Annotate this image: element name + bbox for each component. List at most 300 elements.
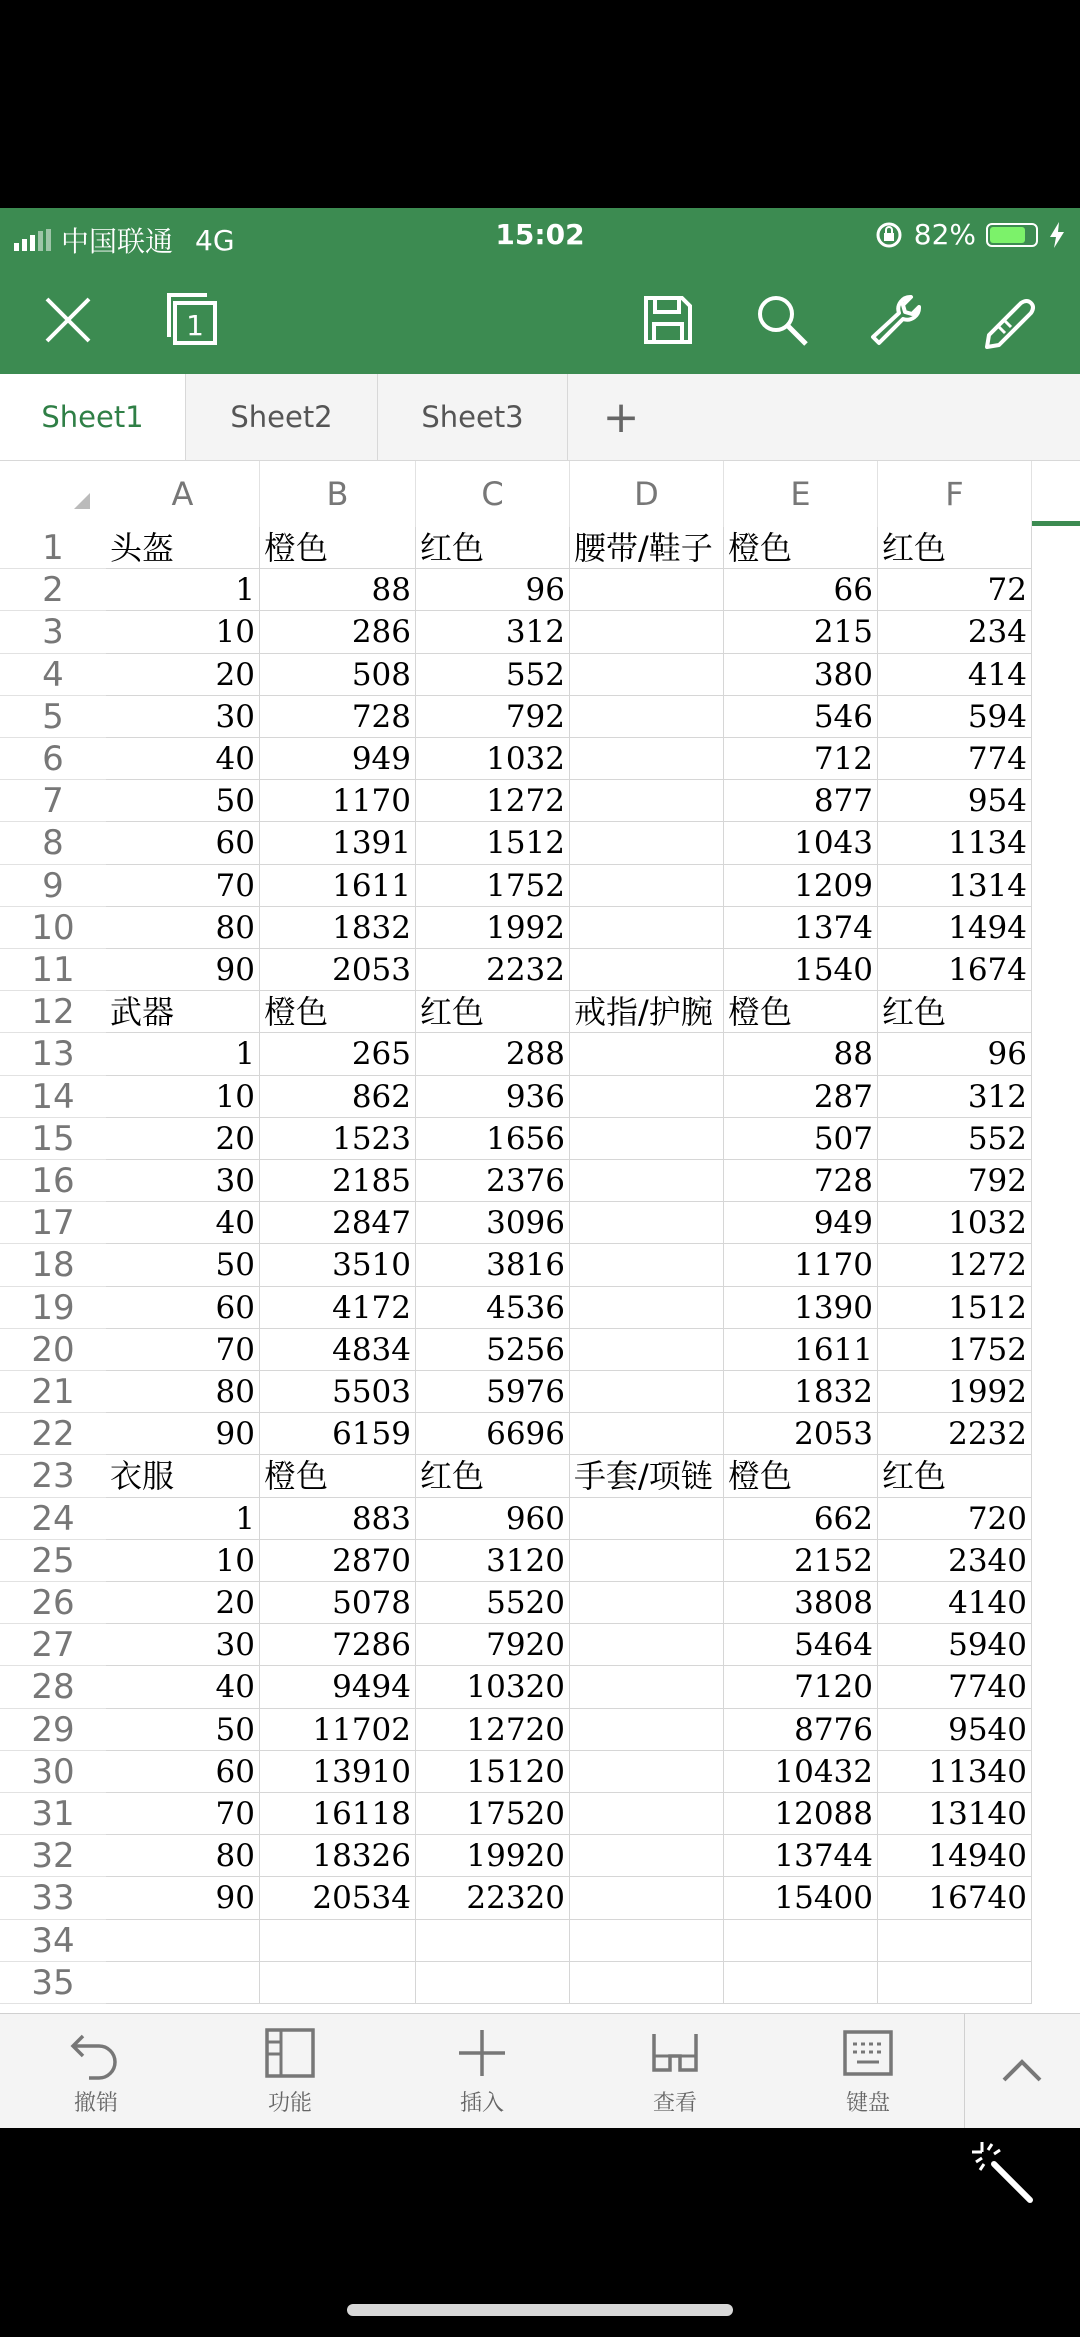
cell-b8[interactable]: 1391 <box>260 822 416 864</box>
row-header[interactable]: 13 <box>0 1033 106 1075</box>
row-header[interactable]: 2 <box>0 569 106 611</box>
cell-e4[interactable]: 380 <box>724 654 878 696</box>
cell-a23[interactable]: 衣服 <box>106 1455 260 1497</box>
cell-f18[interactable]: 1272 <box>878 1244 1032 1286</box>
cell-b23[interactable]: 橙色 <box>260 1455 416 1497</box>
cell-b3[interactable]: 286 <box>260 611 416 653</box>
cell-e30[interactable]: 10432 <box>724 1751 878 1793</box>
cell-f9[interactable]: 1314 <box>878 865 1032 907</box>
undo-icon <box>69 2026 123 2080</box>
cell-e35[interactable] <box>724 1962 878 2004</box>
cell-d34[interactable] <box>570 1920 724 1962</box>
cell-b17[interactable]: 2847 <box>260 1202 416 1244</box>
cell-a10[interactable]: 80 <box>106 907 260 949</box>
cell-b22[interactable]: 6159 <box>260 1413 416 1455</box>
cell-c21[interactable]: 5976 <box>416 1371 570 1413</box>
row-header[interactable]: 5 <box>0 696 106 738</box>
cell-c29[interactable]: 12720 <box>416 1709 570 1751</box>
rotation-lock-icon <box>874 220 904 250</box>
cell-c27[interactable]: 7920 <box>416 1624 570 1666</box>
cell-a24[interactable]: 1 <box>106 1498 260 1540</box>
cell-c18[interactable]: 3816 <box>416 1244 570 1286</box>
keyboard-label: 键盘 <box>845 2091 890 2116</box>
undo-label: 撤销 <box>73 2091 118 2116</box>
cell-d2[interactable] <box>570 569 724 611</box>
cell-e15[interactable]: 507 <box>724 1118 878 1160</box>
row-header[interactable]: 7 <box>0 780 106 822</box>
cell-f4[interactable]: 414 <box>878 654 1032 696</box>
cell-b31[interactable]: 16118 <box>260 1793 416 1835</box>
cell-a1[interactable]: 头盔 <box>106 527 260 569</box>
save-button[interactable] <box>628 280 708 360</box>
cell-f31[interactable]: 13140 <box>878 1793 1032 1835</box>
cell-b33[interactable]: 20534 <box>260 1877 416 1919</box>
cell-f29[interactable]: 9540 <box>878 1709 1032 1751</box>
cell-f32[interactable]: 14940 <box>878 1835 1032 1877</box>
cell-c20[interactable]: 5256 <box>416 1329 570 1371</box>
cell-b24[interactable]: 883 <box>260 1498 416 1540</box>
cell-f6[interactable]: 774 <box>878 738 1032 780</box>
cell-e26[interactable]: 3808 <box>724 1582 878 1624</box>
tools-button[interactable] <box>856 280 936 360</box>
cell-f15[interactable]: 552 <box>878 1118 1032 1160</box>
cell-d17[interactable] <box>570 1202 724 1244</box>
cell-c16[interactable]: 2376 <box>416 1160 570 1202</box>
cell-b34[interactable] <box>260 1920 416 1962</box>
cell-d29[interactable] <box>570 1709 724 1751</box>
tab-sheet3[interactable]: Sheet3 <box>378 374 568 460</box>
cell-b9[interactable]: 1611 <box>260 865 416 907</box>
cell-b26[interactable]: 5078 <box>260 1582 416 1624</box>
cell-d13[interactable] <box>570 1033 724 1075</box>
cell-a29[interactable]: 50 <box>106 1709 260 1751</box>
cell-b7[interactable]: 1170 <box>260 780 416 822</box>
cell-a33[interactable]: 90 <box>106 1877 260 1919</box>
search-icon <box>753 291 811 349</box>
cell-b25[interactable]: 2870 <box>260 1540 416 1582</box>
cell-b10[interactable]: 1832 <box>260 907 416 949</box>
cell-f27[interactable]: 5940 <box>878 1624 1032 1666</box>
cell-e13[interactable]: 88 <box>724 1033 878 1075</box>
cell-d30[interactable] <box>570 1751 724 1793</box>
cell-c35[interactable] <box>416 1962 570 2004</box>
cell-c9[interactable]: 1752 <box>416 865 570 907</box>
row-header[interactable]: 12 <box>0 991 106 1033</box>
functions-button[interactable] <box>230 2014 350 2128</box>
cell-d10[interactable] <box>570 907 724 949</box>
cell-d1[interactable]: 腰带/鞋子 <box>570 527 724 569</box>
cell-f35[interactable] <box>878 1962 1032 2004</box>
column-header-d[interactable]: D <box>570 461 724 527</box>
cell-f34[interactable] <box>878 1920 1032 1962</box>
cell-c31[interactable]: 17520 <box>416 1793 570 1835</box>
cell-c4[interactable]: 552 <box>416 654 570 696</box>
cell-e17[interactable]: 949 <box>724 1202 878 1244</box>
cell-a27[interactable]: 30 <box>106 1624 260 1666</box>
cell-c22[interactable]: 6696 <box>416 1413 570 1455</box>
cell-b14[interactable]: 862 <box>260 1076 416 1118</box>
row-header[interactable]: 25 <box>0 1540 106 1582</box>
cell-f24[interactable]: 720 <box>878 1498 1032 1540</box>
cell-d25[interactable] <box>570 1540 724 1582</box>
cell-a30[interactable]: 60 <box>106 1751 260 1793</box>
draw-button[interactable] <box>970 280 1050 360</box>
cell-c8[interactable]: 1512 <box>416 822 570 864</box>
cell-e5[interactable]: 546 <box>724 696 878 738</box>
cell-d3[interactable] <box>570 611 724 653</box>
cell-f16[interactable]: 792 <box>878 1160 1032 1202</box>
cell-a20[interactable]: 70 <box>106 1329 260 1371</box>
cell-b30[interactable]: 13910 <box>260 1751 416 1793</box>
cell-d12[interactable]: 戒指/护腕 <box>570 991 724 1033</box>
cell-a4[interactable]: 20 <box>106 654 260 696</box>
select-all-icon <box>0 461 106 527</box>
cell-e25[interactable]: 2152 <box>724 1540 878 1582</box>
row-header[interactable]: 31 <box>0 1793 106 1835</box>
cell-f5[interactable]: 594 <box>878 696 1032 738</box>
cell-c32[interactable]: 19920 <box>416 1835 570 1877</box>
cell-a14[interactable]: 10 <box>106 1076 260 1118</box>
cell-e1[interactable]: 橙色 <box>724 527 878 569</box>
cell-a31[interactable]: 70 <box>106 1793 260 1835</box>
cell-d18[interactable] <box>570 1244 724 1286</box>
home-indicator[interactable] <box>347 2304 733 2316</box>
save-icon <box>640 292 696 348</box>
cell-c3[interactable]: 312 <box>416 611 570 653</box>
cell-e9[interactable]: 1209 <box>724 865 878 907</box>
cell-f20[interactable]: 1752 <box>878 1329 1032 1371</box>
cell-b19[interactable]: 4172 <box>260 1287 416 1329</box>
row-header[interactable]: 16 <box>0 1160 106 1202</box>
cell-e22[interactable]: 2053 <box>724 1413 878 1455</box>
status-bar <box>0 208 1080 262</box>
battery-percent: 82% <box>913 218 976 251</box>
close-button[interactable] <box>28 280 108 360</box>
cell-d32[interactable] <box>570 1835 724 1877</box>
panel-icon <box>263 2026 317 2080</box>
row-header[interactable]: 24 <box>0 1498 106 1540</box>
cell-d21[interactable] <box>570 1371 724 1413</box>
row-header[interactable]: 29 <box>0 1709 106 1751</box>
cell-f25[interactable]: 2340 <box>878 1540 1032 1582</box>
cell-a19[interactable]: 60 <box>106 1287 260 1329</box>
cell-e20[interactable]: 1611 <box>724 1329 878 1371</box>
row-header[interactable]: 27 <box>0 1624 106 1666</box>
cell-f33[interactable]: 16740 <box>878 1877 1032 1919</box>
row-header[interactable]: 18 <box>0 1244 106 1286</box>
row-header[interactable]: 10 <box>0 907 106 949</box>
cell-b27[interactable]: 7286 <box>260 1624 416 1666</box>
cell-b15[interactable]: 1523 <box>260 1118 416 1160</box>
pen-icon <box>981 291 1039 349</box>
cell-d9[interactable] <box>570 865 724 907</box>
window-count: 1 <box>186 309 204 342</box>
cell-c23[interactable]: 红色 <box>416 1455 570 1497</box>
column-header-c[interactable]: C <box>416 461 570 527</box>
row-header[interactable]: 19 <box>0 1287 106 1329</box>
cell-f7[interactable]: 954 <box>878 780 1032 822</box>
cell-d7[interactable] <box>570 780 724 822</box>
undo-button[interactable] <box>36 2014 156 2128</box>
cell-c17[interactable]: 3096 <box>416 1202 570 1244</box>
cell-f17[interactable]: 1032 <box>878 1202 1032 1244</box>
search-button[interactable] <box>742 280 822 360</box>
cell-b6[interactable]: 949 <box>260 738 416 780</box>
cell-f28[interactable]: 7740 <box>878 1666 1032 1708</box>
close-icon <box>41 293 95 347</box>
row-header[interactable]: 26 <box>0 1582 106 1624</box>
cell-e33[interactable]: 15400 <box>724 1877 878 1919</box>
cell-a34[interactable] <box>106 1920 260 1962</box>
row-header[interactable]: 9 <box>0 865 106 907</box>
cell-a7[interactable]: 50 <box>106 780 260 822</box>
row-header[interactable]: 32 <box>0 1835 106 1877</box>
cell-b11[interactable]: 2053 <box>260 949 416 991</box>
cell-d15[interactable] <box>570 1118 724 1160</box>
cell-a9[interactable]: 70 <box>106 865 260 907</box>
cell-d35[interactable] <box>570 1962 724 2004</box>
cell-d27[interactable] <box>570 1624 724 1666</box>
cell-b1[interactable]: 橙色 <box>260 527 416 569</box>
column-header-e[interactable]: E <box>724 461 878 527</box>
cell-a8[interactable]: 60 <box>106 822 260 864</box>
cell-d22[interactable] <box>570 1413 724 1455</box>
plus-icon <box>455 2026 509 2080</box>
cell-a6[interactable]: 40 <box>106 738 260 780</box>
bottom-toolbar <box>0 2013 1080 2128</box>
cell-d6[interactable] <box>570 738 724 780</box>
cell-c11[interactable]: 2232 <box>416 949 570 991</box>
windows-button[interactable] <box>154 280 234 360</box>
cell-a13[interactable]: 1 <box>106 1033 260 1075</box>
cell-c14[interactable]: 936 <box>416 1076 570 1118</box>
cell-e7[interactable]: 877 <box>724 780 878 822</box>
charging-icon <box>1048 222 1066 248</box>
cell-b35[interactable] <box>260 1962 416 2004</box>
cell-e23[interactable]: 橙色 <box>724 1455 878 1497</box>
cell-a22[interactable]: 90 <box>106 1413 260 1455</box>
cell-d5[interactable] <box>570 696 724 738</box>
row-header[interactable]: 20 <box>0 1329 106 1371</box>
row-header[interactable]: 8 <box>0 822 106 864</box>
cell-a12[interactable]: 武器 <box>106 991 260 1033</box>
cell-e11[interactable]: 1540 <box>724 949 878 991</box>
cell-d14[interactable] <box>570 1076 724 1118</box>
cell-b5[interactable]: 728 <box>260 696 416 738</box>
cell-a11[interactable]: 90 <box>106 949 260 991</box>
insert-button[interactable] <box>422 2014 542 2128</box>
cell-c15[interactable]: 1656 <box>416 1118 570 1160</box>
cell-c5[interactable]: 792 <box>416 696 570 738</box>
cell-c2[interactable]: 96 <box>416 569 570 611</box>
cell-f10[interactable]: 1494 <box>878 907 1032 949</box>
cell-a5[interactable]: 30 <box>106 696 260 738</box>
row-header[interactable]: 15 <box>0 1118 106 1160</box>
row-header[interactable]: 28 <box>0 1666 106 1708</box>
cell-c33[interactable]: 22320 <box>416 1877 570 1919</box>
row-header[interactable]: 4 <box>0 654 106 696</box>
toolbar <box>0 262 1080 374</box>
cell-d24[interactable] <box>570 1498 724 1540</box>
row-header[interactable]: 21 <box>0 1371 106 1413</box>
cell-b4[interactable]: 508 <box>260 654 416 696</box>
cell-c1[interactable]: 红色 <box>416 527 570 569</box>
row-header[interactable]: 22 <box>0 1413 106 1455</box>
cell-a3[interactable]: 10 <box>106 611 260 653</box>
sheet-tabs <box>0 374 1080 461</box>
tab-sheet1[interactable]: Sheet1 <box>0 374 186 460</box>
cell-e3[interactable]: 215 <box>724 611 878 653</box>
cell-a28[interactable]: 40 <box>106 1666 260 1708</box>
cell-e19[interactable]: 1390 <box>724 1287 878 1329</box>
cell-f3[interactable]: 234 <box>878 611 1032 653</box>
cell-e21[interactable]: 1832 <box>724 1371 878 1413</box>
cell-c30[interactable]: 15120 <box>416 1751 570 1793</box>
cell-c34[interactable] <box>416 1920 570 1962</box>
cell-f13[interactable]: 96 <box>878 1033 1032 1075</box>
cell-b16[interactable]: 2185 <box>260 1160 416 1202</box>
cell-c10[interactable]: 1992 <box>416 907 570 949</box>
cell-e16[interactable]: 728 <box>724 1160 878 1202</box>
cell-e29[interactable]: 8776 <box>724 1709 878 1751</box>
row-header[interactable]: 33 <box>0 1877 106 1919</box>
cell-d28[interactable] <box>570 1666 724 1708</box>
select-all-corner[interactable] <box>0 461 106 527</box>
cell-d26[interactable] <box>570 1582 724 1624</box>
cell-c6[interactable]: 1032 <box>416 738 570 780</box>
cell-b28[interactable]: 9494 <box>260 1666 416 1708</box>
scroll-indicator <box>1032 521 1080 526</box>
cell-f11[interactable]: 1674 <box>878 949 1032 991</box>
cell-d8[interactable] <box>570 822 724 864</box>
cell-a21[interactable]: 80 <box>106 1371 260 1413</box>
network-label: 4G <box>195 223 235 257</box>
cell-e6[interactable]: 712 <box>724 738 878 780</box>
row-header[interactable]: 30 <box>0 1751 106 1793</box>
cell-f2[interactable]: 72 <box>878 569 1032 611</box>
cell-d20[interactable] <box>570 1329 724 1371</box>
cell-f30[interactable]: 11340 <box>878 1751 1032 1793</box>
row-header[interactable]: 23 <box>0 1455 106 1497</box>
cell-a26[interactable]: 20 <box>106 1582 260 1624</box>
clock: 15:02 <box>495 218 585 251</box>
cell-e8[interactable]: 1043 <box>724 822 878 864</box>
windows-icon <box>165 291 223 349</box>
cell-a2[interactable]: 1 <box>106 569 260 611</box>
row-header[interactable]: 34 <box>0 1920 106 1962</box>
cell-e28[interactable]: 7120 <box>724 1666 878 1708</box>
wrench-icon <box>867 291 925 349</box>
cell-d4[interactable] <box>570 654 724 696</box>
cell-e14[interactable]: 287 <box>724 1076 878 1118</box>
cell-b18[interactable]: 3510 <box>260 1244 416 1286</box>
view-label: 查看 <box>652 2091 697 2116</box>
cell-a17[interactable]: 40 <box>106 1202 260 1244</box>
cell-d31[interactable] <box>570 1793 724 1835</box>
cell-b2[interactable]: 88 <box>260 569 416 611</box>
cell-d33[interactable] <box>570 1877 724 1919</box>
keyboard-icon <box>841 2026 895 2080</box>
row-header[interactable]: 6 <box>0 738 106 780</box>
tab-sheet2[interactable]: Sheet2 <box>186 374 378 460</box>
cell-f23[interactable]: 红色 <box>878 1455 1032 1497</box>
add-sheet-button[interactable]: + <box>602 391 640 443</box>
battery-icon <box>986 223 1038 247</box>
cell-d16[interactable] <box>570 1160 724 1202</box>
insert-label: 插入 <box>459 2091 504 2116</box>
cell-c25[interactable]: 3120 <box>416 1540 570 1582</box>
cell-e32[interactable]: 13744 <box>724 1835 878 1877</box>
cell-e12[interactable]: 橙色 <box>724 991 878 1033</box>
cell-b13[interactable]: 265 <box>260 1033 416 1075</box>
cell-a16[interactable]: 30 <box>106 1160 260 1202</box>
magic-wand-icon[interactable] <box>970 2140 1036 2206</box>
cell-e31[interactable]: 12088 <box>724 1793 878 1835</box>
keyboard-button[interactable] <box>808 2014 928 2128</box>
cell-f12[interactable]: 红色 <box>878 991 1032 1033</box>
row-header[interactable]: 17 <box>0 1202 106 1244</box>
cell-e27[interactable]: 5464 <box>724 1624 878 1666</box>
cell-c19[interactable]: 4536 <box>416 1287 570 1329</box>
row-header[interactable]: 35 <box>0 1962 106 2004</box>
cell-e24[interactable]: 662 <box>724 1498 878 1540</box>
cell-f8[interactable]: 1134 <box>878 822 1032 864</box>
row-header[interactable]: 3 <box>0 611 106 653</box>
cell-f14[interactable]: 312 <box>878 1076 1032 1118</box>
cell-d19[interactable] <box>570 1287 724 1329</box>
cell-b32[interactable]: 18326 <box>260 1835 416 1877</box>
expand-button[interactable] <box>964 2014 1080 2128</box>
cell-f1[interactable]: 红色 <box>878 527 1032 569</box>
cell-a35[interactable] <box>106 1962 260 2004</box>
cell-a18[interactable]: 50 <box>106 1244 260 1286</box>
cell-b21[interactable]: 5503 <box>260 1371 416 1413</box>
cell-c26[interactable]: 5520 <box>416 1582 570 1624</box>
view-button[interactable] <box>615 2014 735 2128</box>
cell-e34[interactable] <box>724 1920 878 1962</box>
cell-e2[interactable]: 66 <box>724 569 878 611</box>
cell-f22[interactable]: 2232 <box>878 1413 1032 1455</box>
chevron-up-icon <box>1000 2056 1044 2086</box>
column-header-f[interactable]: F <box>878 461 1032 527</box>
carrier-label: 中国联通 <box>61 225 174 258</box>
cell-a32[interactable]: 80 <box>106 1835 260 1877</box>
cell-e10[interactable]: 1374 <box>724 907 878 949</box>
cell-f21[interactable]: 1992 <box>878 1371 1032 1413</box>
cell-a25[interactable]: 10 <box>106 1540 260 1582</box>
column-header-a[interactable]: A <box>106 461 260 527</box>
cell-b29[interactable]: 11702 <box>260 1709 416 1751</box>
cell-d23[interactable]: 手套/项链 <box>570 1455 724 1497</box>
cell-b12[interactable]: 橙色 <box>260 991 416 1033</box>
cell-e18[interactable]: 1170 <box>724 1244 878 1286</box>
column-header-b[interactable]: B <box>260 461 416 527</box>
row-header[interactable]: 11 <box>0 949 106 991</box>
row-header[interactable]: 1 <box>0 527 106 569</box>
cell-c7[interactable]: 1272 <box>416 780 570 822</box>
cell-a15[interactable]: 20 <box>106 1118 260 1160</box>
cell-f19[interactable]: 1512 <box>878 1287 1032 1329</box>
cell-c28[interactable]: 10320 <box>416 1666 570 1708</box>
cell-d11[interactable] <box>570 949 724 991</box>
cell-c12[interactable]: 红色 <box>416 991 570 1033</box>
cell-b20[interactable]: 4834 <box>260 1329 416 1371</box>
cell-c24[interactable]: 960 <box>416 1498 570 1540</box>
glasses-icon <box>648 2026 702 2080</box>
row-header[interactable]: 14 <box>0 1076 106 1118</box>
cell-f26[interactable]: 4140 <box>878 1582 1032 1624</box>
cell-c13[interactable]: 288 <box>416 1033 570 1075</box>
